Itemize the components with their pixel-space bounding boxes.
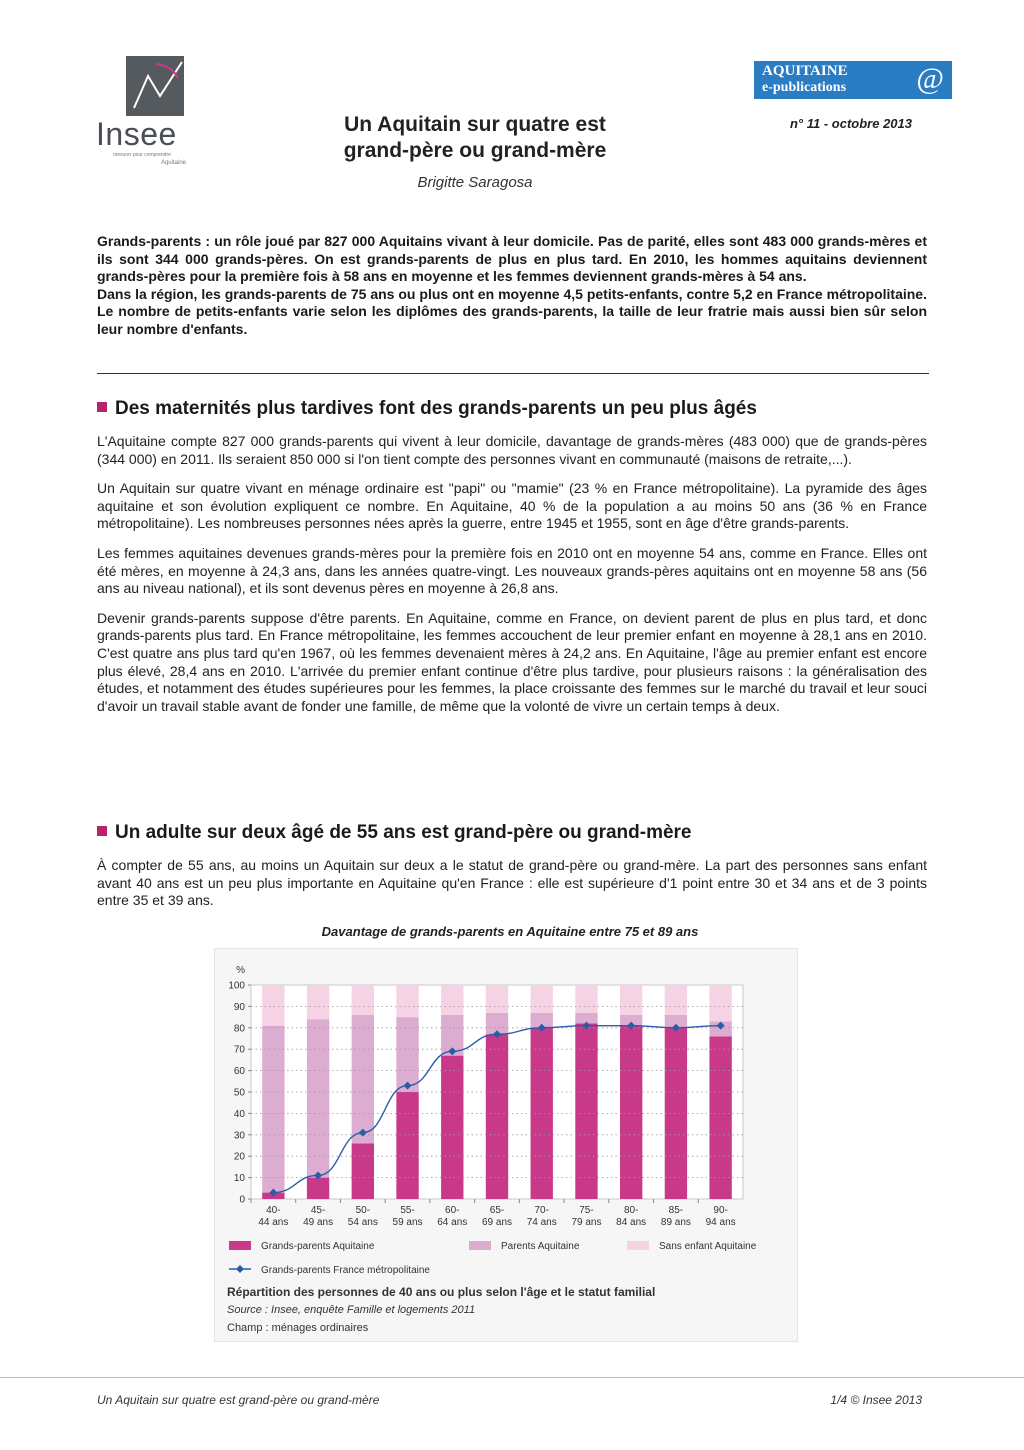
legend-label-grandparents: Grands-parents Aquitaine bbox=[261, 1241, 375, 1252]
y-tick-label-60: 60 bbox=[233, 1066, 245, 1078]
figure-subtitle: Répartition des personnes de 40 ans ou plus selon l'âge et le statut familial bbox=[227, 1285, 656, 1299]
section-1-body bbox=[97, 433, 927, 727]
y-tick-label-0: 0 bbox=[239, 1194, 245, 1206]
x-tick-label-8-b: 84 ans bbox=[616, 1217, 647, 1228]
x-tick-label-8-a: 80- bbox=[623, 1205, 639, 1216]
square-bullet-icon bbox=[97, 826, 107, 836]
bar-1-2 bbox=[352, 1015, 374, 1143]
x-tick-label-7-a: 75- bbox=[579, 1205, 594, 1216]
footer-divider bbox=[0, 1377, 1024, 1378]
x-tick-label-6-b: 74 ans bbox=[526, 1217, 557, 1228]
x-tick-label-0-b: 44 ans bbox=[258, 1217, 289, 1228]
x-tick-label-9-a: 85- bbox=[668, 1205, 684, 1216]
x-tick-label-7-b: 79 ans bbox=[571, 1217, 602, 1228]
x-tick-label-6-a: 70- bbox=[534, 1205, 549, 1216]
abstract-paragraph-1: Grands-parents : un rôle joué par 827 000 Aquitains vivant à leur domicile. Pas de parité, elles sont 483 000 grands-mères et ils sont 344 000 grands-pères. On est grands-parents de plus en plus tard. En 2010, les hommes aquitains deviennent grands-pères pour la première fois à 58 ans en moyenne et les femmes deviennent grands-mères à 54 ans. bbox=[97, 233, 927, 284]
x-tick-label-1-a: 45- bbox=[310, 1205, 326, 1216]
bar-1-1 bbox=[307, 1019, 329, 1177]
bar-2-4 bbox=[441, 985, 463, 1015]
legend-label-parents: Parents Aquitaine bbox=[501, 1241, 580, 1252]
insee-logo bbox=[96, 56, 188, 176]
y-tick-label-80: 80 bbox=[233, 1023, 245, 1035]
logo-subtitle: mesurer pour comprendre bbox=[113, 152, 171, 158]
section-divider bbox=[97, 373, 929, 374]
footer-title: Un Aquitain sur quatre est grand-père ou grand-mère bbox=[97, 1393, 380, 1407]
bar-2-5 bbox=[486, 985, 508, 1013]
x-tick-label-4-a: 60- bbox=[445, 1205, 460, 1216]
logo-text: Insee bbox=[96, 116, 177, 152]
chart-frame bbox=[214, 948, 798, 1342]
bar-0-5 bbox=[486, 1034, 508, 1199]
abstract bbox=[97, 233, 927, 338]
bar-2-9 bbox=[665, 985, 687, 1015]
y-tick-label-30: 30 bbox=[233, 1130, 245, 1142]
bar-2-8 bbox=[620, 985, 642, 1015]
legend-row-3 bbox=[627, 1241, 756, 1252]
bar-0-2 bbox=[352, 1143, 374, 1199]
issue-number: n° 11 - octobre 2013 bbox=[789, 116, 912, 131]
legend-line-icon bbox=[229, 1264, 251, 1274]
section-2-title bbox=[97, 822, 929, 844]
y-tick-label-50: 50 bbox=[233, 1087, 245, 1099]
abstract-paragraph-2: Dans la région, les grands-parents de 75 ans ou plus ont en moyenne 4,5 petits-enfants, contre 5,2 en France métropolitaine. Le nombre de petits-enfants varie selon les diplômes des grands-parents, la taille de leur fratrie mais aussi bien sûr selon leur nombre d'enfants. bbox=[97, 285, 927, 337]
legend-row-1 bbox=[229, 1241, 374, 1252]
x-tick-label-4-b: 64 ans bbox=[437, 1217, 468, 1228]
x-tick-label-2-a: 50- bbox=[355, 1205, 371, 1216]
bar-1-3 bbox=[396, 1017, 418, 1092]
section-1-paragraph-2: Un Aquitain sur quatre vivant en ménage ordinaire est "papi" ou "mamie" (23 % en France métropolitaine). La pyramide des âges aquitaine et son évolution expliquent ce nombre. En Aquitaine, 40 % de la population a au moins 50 ans (36 % en France métropolitaine). Les nombreuses personnes nées après la guerre, entre 1945 et 1955, sont en âge d'être grands-parents. bbox=[97, 480, 927, 532]
legend-swatch-childless bbox=[627, 1241, 649, 1250]
section-2-paragraph-1: À compter de 55 ans, au moins un Aquitain sur deux a le statut de grand-père ou grand-mère. La part des personnes sans enfant avant 40 ans est un peu plus importante en Aquitaine qu'en France : elle est supérieure d'1 point entre 30 et 34 ans et de 3 points entre 35 et 39 ans. bbox=[97, 857, 927, 909]
x-tick-label-5-b: 69 ans bbox=[481, 1217, 513, 1228]
logo-mark-icon bbox=[126, 56, 184, 116]
x-tick-label-10-b: 94 ans bbox=[705, 1217, 736, 1228]
bar-0-4 bbox=[441, 1056, 463, 1199]
y-tick-label-20: 20 bbox=[233, 1151, 245, 1163]
y-tick-label-90: 90 bbox=[233, 1001, 245, 1013]
y-tick-label-70: 70 bbox=[233, 1044, 245, 1056]
x-tick-label-3-a: 55- bbox=[400, 1205, 415, 1216]
publication-series: e-publications bbox=[762, 80, 847, 95]
figure-champ: Champ : ménages ordinaires bbox=[227, 1322, 369, 1334]
stacked-bar-chart bbox=[215, 949, 797, 1249]
y-axis-unit: % bbox=[236, 965, 245, 976]
x-tick-label-3-b: 59 ans bbox=[392, 1217, 423, 1228]
x-tick-label-0-a: 40- bbox=[266, 1205, 281, 1216]
bar-2-10 bbox=[709, 985, 731, 1021]
x-tick-label-5-a: 65- bbox=[489, 1205, 505, 1216]
bar-0-3 bbox=[396, 1092, 418, 1199]
bar-2-2 bbox=[352, 985, 374, 1015]
square-bullet-icon bbox=[97, 402, 107, 412]
section-2-title-text: Un adulte sur deux âgé de 55 ans est grand-père ou grand-mère bbox=[115, 822, 692, 843]
x-tick-label-10-a: 90- bbox=[713, 1205, 728, 1216]
legend-label-france: Grands-parents France métropolitaine bbox=[261, 1265, 430, 1276]
title-line-1: Un Aquitain sur quatre est bbox=[344, 113, 606, 136]
bar-0-6 bbox=[531, 1028, 553, 1199]
x-tick-label-1-b: 49 ans bbox=[303, 1217, 334, 1228]
bar-2-0 bbox=[262, 985, 284, 1026]
section-1-paragraph-1: L'Aquitaine compte 827 000 grands-parents qui vivent à leur domicile, davantage de grands-mères (483 000) que de grands-pères (344 000) en 2011. Ils seraient 850 000 si l'on tient compte des personnes vivant en communauté (maisons de retraite,...). bbox=[97, 433, 927, 467]
bar-2-1 bbox=[307, 985, 329, 1019]
figure-source: Source : Insee, enquête Famille et logements 2011 bbox=[227, 1304, 476, 1316]
x-tick-label-2-b: 54 ans bbox=[347, 1217, 378, 1228]
x-tick-label-9-b: 89 ans bbox=[660, 1217, 691, 1228]
section-1-paragraph-4: Devenir grands-parents suppose d'être parents. En Aquitaine, comme en France, on devient parent de plus en plus tard, et donc grands-parents plus tard. En France métropolitaine, les femmes accouchent de leur premier enfant en moyenne à 28,1 ans en 2010. C'est quatre ans plus tard qu'en 1967, où les femmes devenaient mères à 24,2 ans. En Aquitaine, l'âge au premier enfant est encore plus élevé, 28,4 ans en 2010. L'arrivée du premier enfant continue d'être plus tardive, pour plusieurs raisons : la généralisation des études, et notamment des études supérieures pour les femmes, la place croissante des femmes sur le marché du travail et leur souci d'avoir un travail stable avant de fonder une famille, de même que la volonté de vivre un certain temps à deux. bbox=[97, 609, 927, 714]
legend-swatch-parents bbox=[469, 1241, 491, 1250]
document-title bbox=[280, 112, 670, 164]
bar-0-10 bbox=[709, 1036, 731, 1199]
publication-region: AQUITAINE bbox=[762, 63, 848, 79]
bar-2-6 bbox=[531, 985, 553, 1013]
section-2-body bbox=[97, 857, 927, 922]
title-line-2: grand-père ou grand-mère bbox=[343, 139, 607, 162]
y-tick-label-40: 40 bbox=[233, 1108, 245, 1120]
legend-row-2 bbox=[469, 1241, 579, 1252]
at-icon: @ bbox=[916, 62, 944, 95]
legend-label-childless: Sans enfant Aquitaine bbox=[659, 1241, 757, 1252]
footer-page-copyright: 1/4 © Insee 2013 bbox=[830, 1393, 922, 1407]
author: Brigitte Saragosa bbox=[417, 174, 533, 191]
bar-2-3 bbox=[396, 985, 418, 1017]
bar-0-7 bbox=[575, 1024, 597, 1199]
y-tick-label-100: 100 bbox=[228, 980, 245, 992]
legend-swatch-grandparents bbox=[229, 1241, 251, 1250]
figure-caption: Davantage de grands-parents en Aquitaine entre 75 et 89 ans bbox=[321, 924, 699, 939]
section-1-title-text: Des maternités plus tardives font des grands-parents un peu plus âgés bbox=[115, 398, 757, 419]
y-tick-label-10: 10 bbox=[233, 1173, 245, 1185]
logo-region: Aquitaine bbox=[160, 160, 186, 166]
bar-0-1 bbox=[307, 1178, 329, 1199]
legend-row-4 bbox=[229, 1264, 430, 1276]
publication-badge bbox=[754, 61, 952, 99]
logo-graphic bbox=[126, 56, 184, 116]
section-1-title bbox=[97, 398, 929, 420]
bar-2-7 bbox=[575, 985, 597, 1013]
section-1-paragraph-3: Les femmes aquitaines devenues grands-mères pour la première fois en 2010 ont en moyenne 54 ans, comme en France. Elles ont été mères, en moyenne à 24,3 ans, dans les années quatre-vingt. Les nouveaux grands-pères aquitains ont en moyenne 58 ans (56 ans au niveau national), et ils sont devenus pères en moyenne à 26,8 ans. bbox=[97, 544, 927, 597]
bar-1-0 bbox=[262, 1026, 284, 1193]
bar-0-8 bbox=[620, 1026, 642, 1199]
